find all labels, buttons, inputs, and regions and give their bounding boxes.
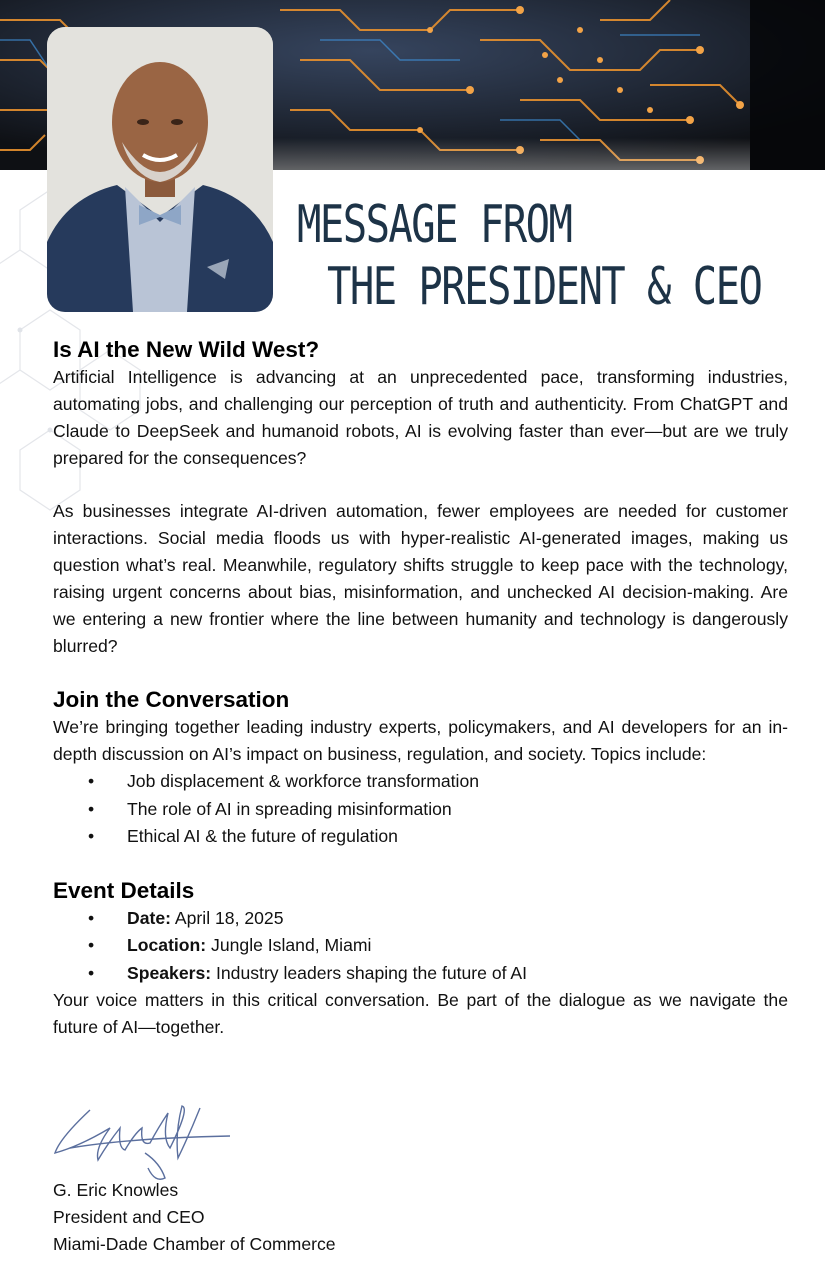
detail-value: Industry leaders shaping the future of AI (211, 962, 528, 983)
bullet-icon: • (88, 826, 95, 846)
section-heading-conversation: Join the Conversation (53, 687, 290, 712)
bullet-icon: • (88, 798, 95, 819)
banner-fade (270, 138, 750, 170)
detail-label: Location: (127, 935, 207, 955)
bullet-icon: • (88, 771, 95, 791)
signer-organization: Miami-Dade Chamber of Commerce (53, 1234, 336, 1254)
signer-role: President and CEO (53, 1207, 205, 1227)
topic-text: Ethical AI & the future of regulation (127, 826, 398, 846)
bullet-icon: • (88, 907, 95, 928)
signoff-block (53, 1177, 336, 1258)
section-heading-wild-west: Is AI the New Wild West? (53, 337, 320, 362)
list-item (53, 823, 788, 851)
topic-text: The role of AI in spreading misinformation (127, 798, 452, 819)
topics-list (53, 768, 788, 851)
portrait-image (47, 27, 273, 312)
bullet-icon: • (88, 962, 95, 983)
section-heading-event-details: Event Details (53, 877, 195, 903)
list-item (53, 768, 788, 796)
detail-label: Date: (127, 907, 171, 928)
list-item (53, 960, 788, 988)
signer-name: G. Eric Knowles (53, 1180, 179, 1200)
list-item (53, 932, 788, 960)
bullet-icon: • (88, 935, 95, 955)
president-portrait (47, 27, 273, 312)
detail-value: April 18, 2025 (171, 907, 284, 928)
detail-label: Speakers: (127, 962, 212, 983)
signature (50, 1098, 240, 1188)
topic-text: Job displacement & workforce transformation (127, 771, 480, 791)
paragraph-conversation: We’re bringing together leading industry experts, policymakers, and AI developers for an in-depth discussion on AI’s impact on business, regulation, and society. Topics include: (53, 717, 788, 764)
list-item (53, 796, 788, 824)
paragraph-intro: Artificial Intelligence is advancing at an unprecedented pace, transforming industries, automating jobs, and challenging our perception of truth and authenticity. From ChatGPT and Claude to DeepSeek and humanoid robots, AI is evolving faster than ever—but are we truly prepared for the consequences? (53, 367, 788, 468)
event-details-list (53, 905, 788, 988)
detail-value: Jungle Island, Miami (206, 935, 372, 955)
list-item (53, 905, 788, 933)
title-line-2: THE PRESIDENT & CEO (327, 257, 762, 317)
title-line-1: MESSAGE FROM (297, 195, 572, 255)
paragraph-automation: As businesses integrate AI-driven automation, fewer employees are needed for customer interactions. Social media floods us with hyper-realistic AI-generated images, making us question what’s real. Meanwhile, regulatory shifts struggle to keep pace with the technology, raising urgent concerns about bias, misinformation, and unchecked AI decision-making. Are we entering a new frontier where the line between humanity and technology is dangerously blurred? (53, 501, 788, 656)
paragraph-closing: Your voice matters in this critical conversation. Be part of the dialogue as we navigate the future of AI—together. (53, 990, 788, 1037)
letter-body (53, 336, 788, 1041)
